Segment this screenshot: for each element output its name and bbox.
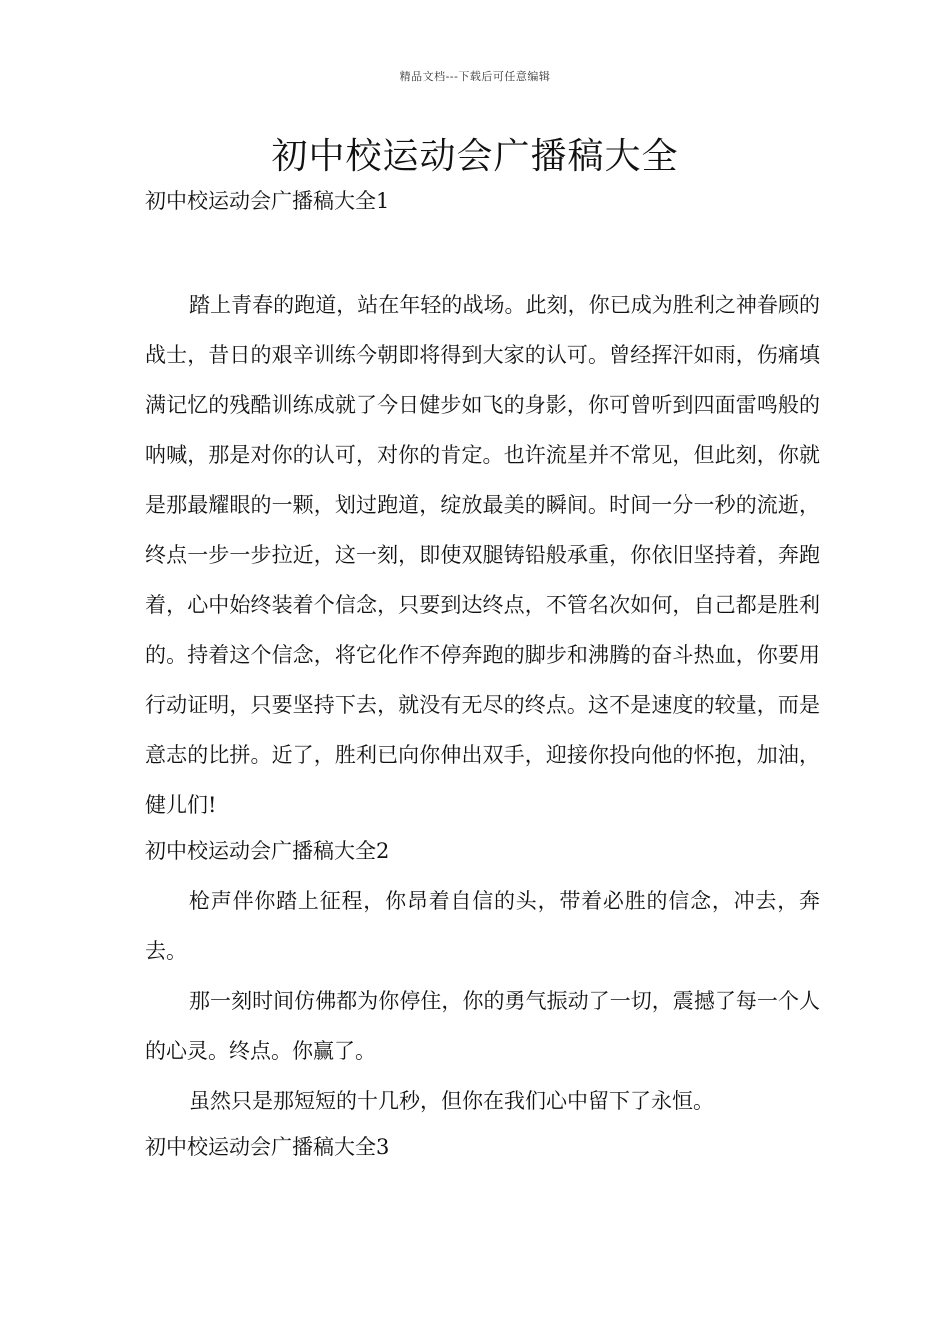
section-heading-3: 初中校运动会广播稿大全3 [145, 1135, 390, 1159]
section-heading-1: 初中校运动会广播稿大全1 [145, 189, 390, 213]
document-body [145, 180, 820, 1168]
section-2-paragraph-3: 虽然只是那短短的十几秒，但你在我们心中留下了永恒。 [189, 1089, 714, 1113]
section-2-paragraph-2: 那一刻时间仿佛都为你停住，你的勇气振动了一切，震撼了每一个人的心灵。终点。你赢了。 [145, 989, 820, 1063]
section-2-paragraph-1: 枪声伴你踏上征程，你昂着自信的头，带着必胜的信念，冲去，奔去。 [145, 889, 820, 963]
page-title: 初中校运动会广播稿大全 [271, 136, 679, 177]
section-heading-2: 初中校运动会广播稿大全2 [145, 839, 390, 863]
spacer [145, 222, 820, 280]
header-note: 精品文档---下载后可任意编辑 [399, 70, 551, 83]
section-1-paragraph-1: 踏上青春的跑道，站在年轻的战场。此刻，你已成为胜利之神眷顾的战士，昔日的艰辛训练今朝即将得到大家的认可。曾经挥汗如雨，伤痛填满记忆的残酷训练成就了今日健步如飞的身影，你可曾听到四面雷鸣般的呐喊，那是对你的认可，对你的肯定。也许流星并不常见，但此刻，你就是那最耀眼的一颗，划过跑道，绽放最美的瞬间。时间一分一秒的流逝，终点一步一步拉近，这一刻，即使双腿铸铅般承重，你依旧坚持着，奔跑着，心中始终装着个信念，只要到达终点，不管名次如何，自己都是胜利的。持着这个信念，将它化作不停奔跑的脚步和沸腾的奋斗热血，你要用行动证明，只要坚持下去，就没有无尽的终点。这不是速度的较量，而是意志的比拼。近了，胜利已向你伸出双手，迎接你投向他的怀抱，加油，健儿们! [145, 293, 820, 817]
